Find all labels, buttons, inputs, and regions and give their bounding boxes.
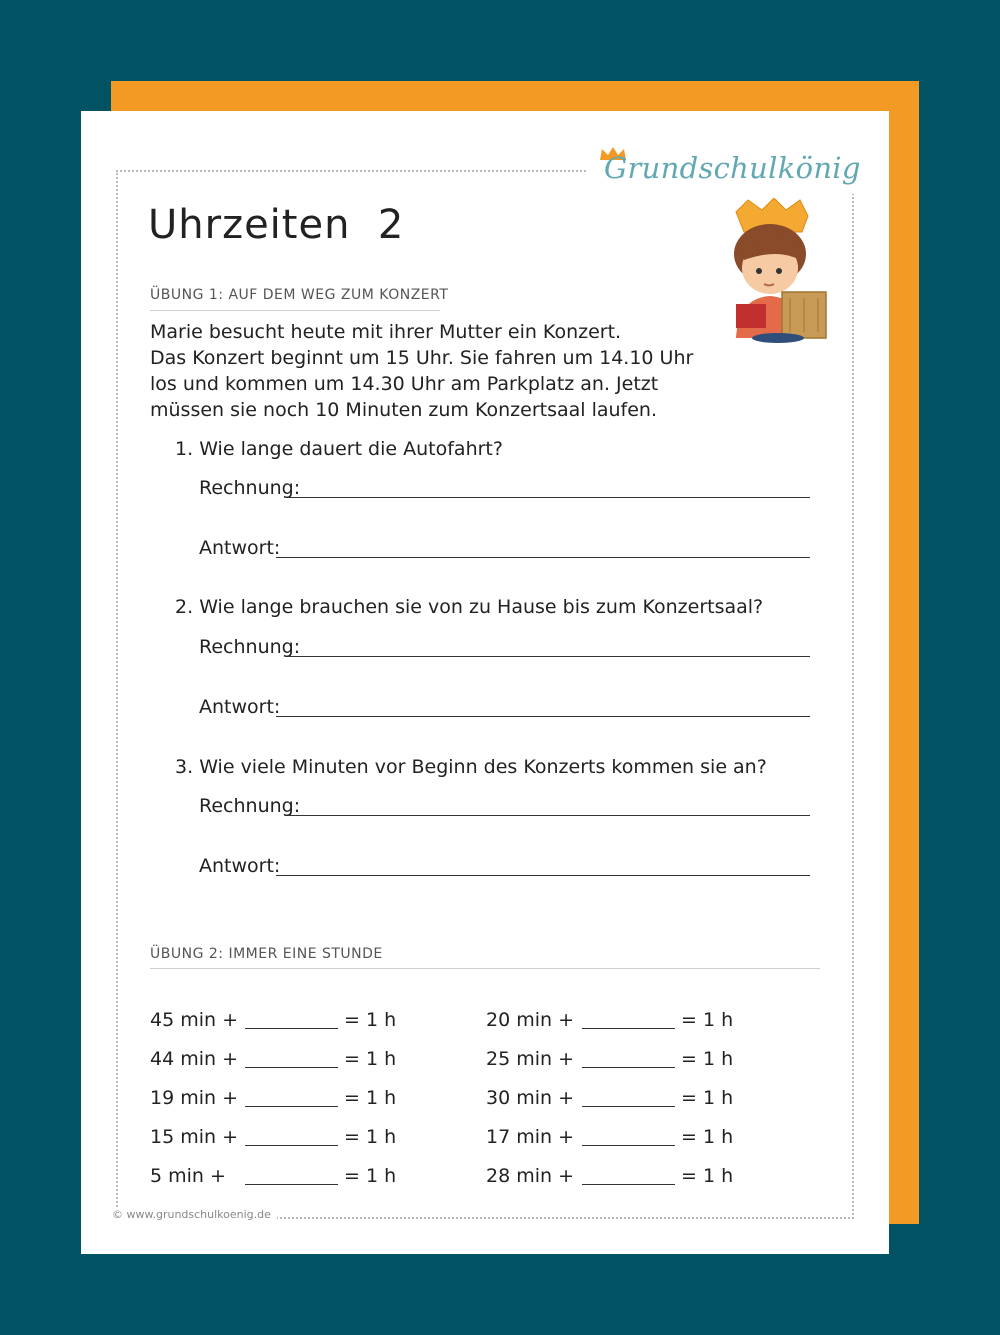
right-result-1: = 1 h — [681, 1009, 734, 1031]
right-term-5: 28 min + — [486, 1165, 575, 1187]
question-2-answer-line[interactable] — [276, 716, 810, 717]
right-blank-5[interactable] — [582, 1184, 675, 1185]
left-blank-5[interactable] — [245, 1184, 338, 1185]
question-1-calc-label: Rechnung: — [199, 477, 301, 499]
story-line-4: müssen sie noch 10 Minuten zum Konzertsaal laufen. — [150, 399, 658, 421]
right-blank-2[interactable] — [582, 1067, 675, 1068]
right-blank-1[interactable] — [582, 1028, 675, 1029]
page-title: Uhrzeiten 2 — [148, 202, 405, 248]
right-term-1: 20 min + — [486, 1009, 575, 1031]
left-blank-2[interactable] — [245, 1067, 338, 1068]
question-2-calc-label: Rechnung: — [199, 636, 301, 658]
question-1-answer-label: Antwort: — [199, 537, 281, 559]
question-3-answer-line[interactable] — [276, 875, 810, 876]
question-1-calc-line[interactable] — [288, 497, 810, 498]
left-blank-3[interactable] — [245, 1106, 338, 1107]
left-blank-1[interactable] — [245, 1028, 338, 1029]
exercise2-rule — [150, 968, 820, 969]
exercise1-label: ÜBUNG 1: AUF DEM WEG ZUM KONZERT — [150, 287, 449, 303]
left-term-2: 44 min + — [150, 1048, 239, 1070]
story-line-3: los und kommen um 14.30 Uhr am Parkplatz an. Jetzt — [150, 373, 659, 395]
right-term-3: 30 min + — [486, 1087, 575, 1109]
right-result-2: = 1 h — [681, 1048, 734, 1070]
left-result-2: = 1 h — [344, 1048, 397, 1070]
question-3: 3. Wie viele Minuten vor Beginn des Konzerts kommen sie an? — [175, 756, 767, 778]
right-term-4: 17 min + — [486, 1126, 575, 1148]
left-result-3: = 1 h — [344, 1087, 397, 1109]
question-1: 1. Wie lange dauert die Autofahrt? — [175, 438, 503, 460]
question-2-calc-line[interactable] — [288, 656, 810, 657]
question-2-answer-label: Antwort: — [199, 696, 281, 718]
exercise2-label: ÜBUNG 2: IMMER EINE STUNDE — [150, 946, 383, 962]
story-line-1: Marie besucht heute mit ihrer Mutter ein Konzert. — [150, 321, 622, 343]
exercise1-rule — [150, 310, 440, 311]
right-result-3: = 1 h — [681, 1087, 734, 1109]
question-2: 2. Wie lange brauchen sie von zu Hause bis zum Konzertsaal? — [175, 596, 764, 618]
left-result-5: = 1 h — [344, 1165, 397, 1187]
right-result-5: = 1 h — [681, 1165, 734, 1187]
left-term-5: 5 min + — [150, 1165, 226, 1187]
right-blank-4[interactable] — [582, 1145, 675, 1146]
left-blank-4[interactable] — [245, 1145, 338, 1146]
left-result-4: = 1 h — [344, 1126, 397, 1148]
brand-name: Grundschulkönig — [604, 151, 861, 185]
left-term-3: 19 min + — [150, 1087, 239, 1109]
left-result-1: = 1 h — [344, 1009, 397, 1031]
brand-logo — [588, 146, 870, 194]
question-3-answer-label: Antwort: — [199, 855, 281, 877]
question-3-calc-label: Rechnung: — [199, 795, 301, 817]
mascot-illustration — [718, 198, 828, 343]
footer-copyright: © www.grundschulkoenig.de — [112, 1208, 277, 1221]
right-result-4: = 1 h — [681, 1126, 734, 1148]
left-term-4: 15 min + — [150, 1126, 239, 1148]
right-blank-3[interactable] — [582, 1106, 675, 1107]
story-line-2: Das Konzert beginnt um 15 Uhr. Sie fahren um 14.10 Uhr — [150, 347, 694, 369]
question-1-answer-line[interactable] — [276, 557, 810, 558]
question-3-calc-line[interactable] — [288, 815, 810, 816]
left-term-1: 45 min + — [150, 1009, 239, 1031]
right-term-2: 25 min + — [486, 1048, 575, 1070]
